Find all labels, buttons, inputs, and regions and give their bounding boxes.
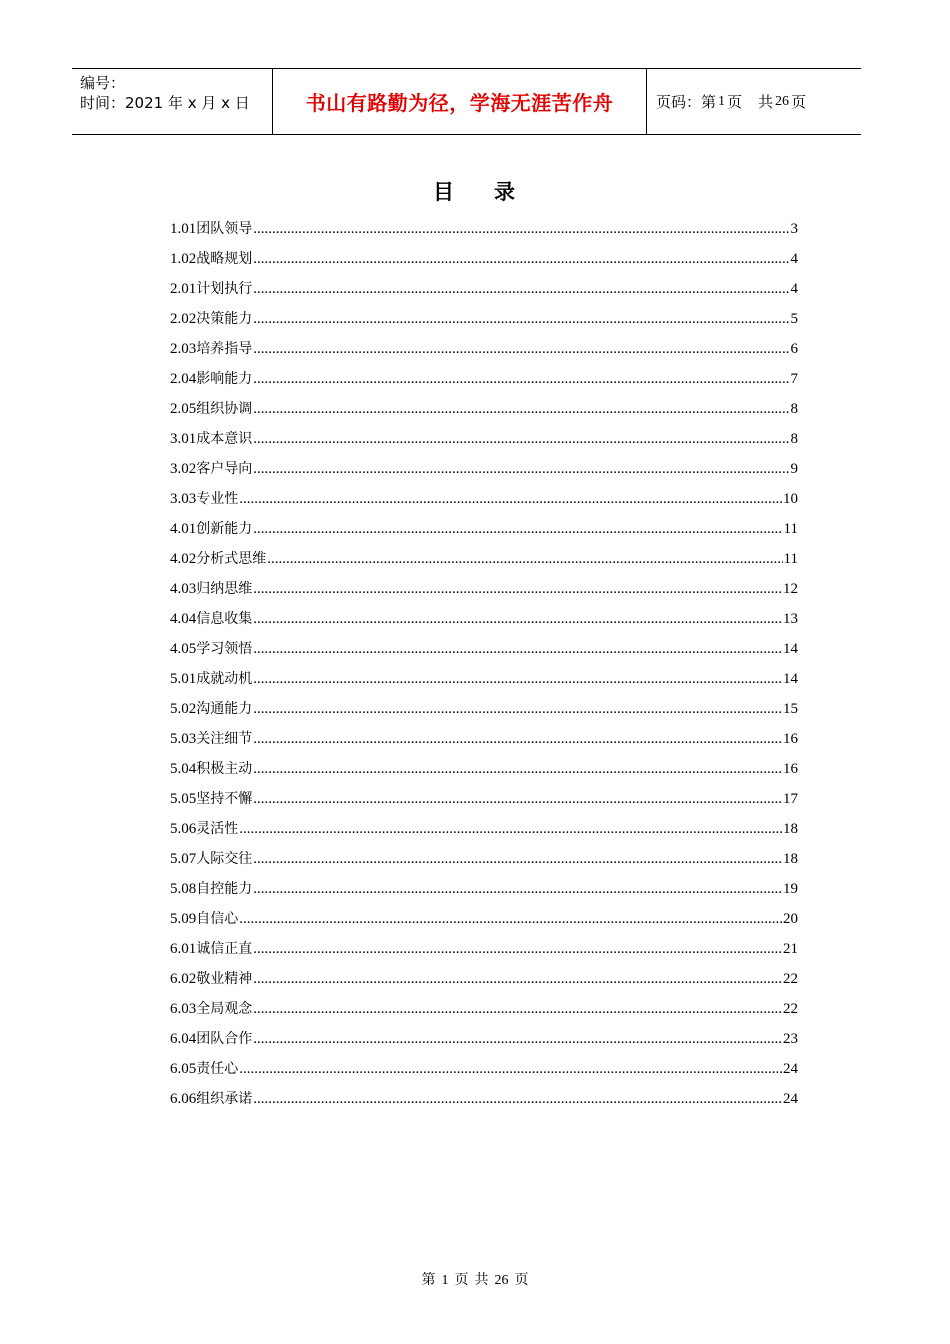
toc-entry-number: 3.01 — [170, 431, 197, 447]
toc-dot-leader — [253, 244, 789, 274]
toc-entry[interactable] — [170, 1054, 798, 1084]
toc-dot-leader — [253, 424, 789, 454]
toc-entry-number: 6.06 — [170, 1091, 197, 1107]
toc-entry[interactable] — [170, 754, 798, 784]
toc-entry-number: 4.04 — [170, 611, 197, 627]
header-page-mid: 页 — [727, 93, 743, 111]
toc-entry-label — [170, 964, 252, 994]
footer-current: 1 — [441, 1273, 449, 1288]
toc-entry[interactable] — [170, 394, 798, 424]
toc-entry-number: 2.05 — [170, 401, 197, 417]
toc-entry-label — [170, 934, 252, 964]
toc-entry-number: 2.03 — [170, 341, 197, 357]
toc-entry-title: 创新能力 — [196, 521, 253, 537]
toc-entry-title: 积极主动 — [196, 761, 253, 777]
toc-entry[interactable] — [170, 364, 798, 394]
toc-entry[interactable] — [170, 484, 798, 514]
toc-entry-number: 3.02 — [170, 461, 197, 477]
toc-dot-leader — [253, 664, 782, 694]
toc-entry-title: 全局观念 — [196, 1001, 253, 1017]
toc-dot-leader — [253, 454, 789, 484]
toc-entry-label — [170, 484, 238, 514]
toc-entry-page: 16 — [783, 761, 798, 777]
toc-entry-number: 5.06 — [170, 821, 197, 837]
toc-entry-number: 2.02 — [170, 311, 197, 327]
toc-entry-label — [170, 664, 252, 694]
toc-title-char-2: 录 — [494, 180, 517, 204]
toc-entry-page: 18 — [783, 821, 798, 837]
toc-title — [0, 176, 950, 206]
toc-entry-number: 5.01 — [170, 671, 197, 687]
toc-entry[interactable] — [170, 724, 798, 754]
toc-entry[interactable] — [170, 454, 798, 484]
toc-entry-label — [170, 1084, 252, 1114]
toc-dot-leader — [253, 694, 782, 724]
toc-entry-page: 24 — [783, 1091, 798, 1107]
toc-entry-label — [170, 754, 252, 784]
toc-entry[interactable] — [170, 244, 798, 274]
toc-entry-number: 6.01 — [170, 941, 197, 957]
toc-entry-page: 23 — [783, 1031, 798, 1047]
toc-entry-number: 4.05 — [170, 641, 197, 657]
toc-entry-label — [170, 424, 252, 454]
toc-entry-title: 计划执行 — [196, 281, 253, 297]
toc-entry-title: 专业性 — [196, 491, 239, 507]
toc-entry-page: 22 — [783, 1001, 798, 1017]
page-footer — [0, 1269, 950, 1289]
toc-dot-leader — [253, 274, 789, 304]
toc-entry-title: 诚信正直 — [196, 941, 253, 957]
toc-entry[interactable] — [170, 1024, 798, 1054]
toc-dot-leader — [253, 514, 782, 544]
toc-dot-leader — [239, 814, 782, 844]
toc-entry-page: 17 — [783, 791, 798, 807]
header-motto-cell — [273, 69, 647, 134]
toc-entry-page: 14 — [783, 641, 798, 657]
toc-entry[interactable] — [170, 904, 798, 934]
toc-entry-title: 责任心 — [196, 1061, 239, 1077]
toc-entry-title: 决策能力 — [196, 311, 253, 327]
toc-entry-label — [170, 724, 252, 754]
toc-dot-leader — [253, 634, 782, 664]
toc-entry-number: 4.03 — [170, 581, 197, 597]
toc-entry[interactable] — [170, 274, 798, 304]
toc-entry-title: 关注细节 — [196, 731, 253, 747]
page-header — [72, 68, 861, 135]
toc-dot-leader — [253, 1084, 782, 1114]
toc-entry-number: 6.02 — [170, 971, 197, 987]
toc-entry-label — [170, 454, 252, 484]
toc-entry[interactable] — [170, 664, 798, 694]
toc-entry-page: 20 — [783, 911, 798, 927]
toc-entry[interactable] — [170, 1084, 798, 1114]
toc-entry[interactable] — [170, 994, 798, 1024]
toc-entry-title: 信息收集 — [196, 611, 253, 627]
toc-entry-title: 组织协调 — [196, 401, 253, 417]
toc-entry-page: 22 — [783, 971, 798, 987]
footer-mid: 页 — [454, 1272, 469, 1288]
toc-entry-number: 5.09 — [170, 911, 197, 927]
toc-entry[interactable] — [170, 814, 798, 844]
toc-entry-title: 自控能力 — [196, 881, 253, 897]
toc-entry-title: 沟通能力 — [196, 701, 253, 717]
toc-dot-leader — [253, 334, 789, 364]
toc-entry-page: 11 — [783, 521, 798, 537]
toc-entry-title: 影响能力 — [196, 371, 253, 387]
header-page-cell — [647, 69, 861, 134]
toc-entry-number: 5.04 — [170, 761, 197, 777]
toc-dot-leader — [253, 214, 789, 244]
toc-entry-title: 归纳思维 — [196, 581, 253, 597]
toc-entry[interactable] — [170, 844, 798, 874]
toc-entry-number: 2.01 — [170, 281, 197, 297]
footer-total-prefix: 共 — [474, 1272, 489, 1288]
toc-entry-page: 13 — [783, 611, 798, 627]
toc-dot-leader — [253, 784, 782, 814]
toc-entry-page: 16 — [783, 731, 798, 747]
toc-entry-page: 5 — [790, 311, 798, 327]
toc-entry-label — [170, 364, 252, 394]
toc-entry-page: 4 — [790, 281, 798, 297]
toc-entry-title: 培养指导 — [196, 341, 253, 357]
toc-entry-page: 4 — [790, 251, 798, 267]
toc-entry-label — [170, 904, 238, 934]
toc-entry-label — [170, 1024, 252, 1054]
toc-entry-page: 21 — [783, 941, 798, 957]
toc-entry-title: 灵活性 — [196, 821, 239, 837]
toc-dot-leader — [253, 874, 782, 904]
toc-dot-leader — [253, 364, 789, 394]
toc-entry[interactable] — [170, 514, 798, 544]
toc-entry-label — [170, 544, 266, 574]
toc-dot-leader — [239, 484, 782, 514]
toc-entry-label — [170, 394, 252, 424]
header-page-total-prefix: 共 — [758, 93, 774, 111]
footer-suffix: 页 — [514, 1272, 529, 1288]
toc-entry-number: 2.04 — [170, 371, 197, 387]
toc-entry-label — [170, 604, 252, 634]
toc-entry-title: 客户导向 — [196, 461, 253, 477]
toc-entry-number: 6.03 — [170, 1001, 197, 1017]
toc-dot-leader — [253, 1024, 782, 1054]
toc-entry-number: 6.04 — [170, 1031, 197, 1047]
toc-entry-label — [170, 574, 252, 604]
toc-entry[interactable] — [170, 604, 798, 634]
toc-entry-number: 1.01 — [170, 221, 197, 237]
toc-entry-page: 11 — [783, 551, 798, 567]
header-page-total: 26 — [775, 93, 790, 109]
header-motto: 书山有路勤为径，学海无涯苦作舟 — [305, 91, 614, 115]
toc-entry-page: 6 — [790, 341, 798, 357]
toc-entry-label — [170, 994, 252, 1024]
toc-entry[interactable] — [170, 634, 798, 664]
toc-entry-number: 5.03 — [170, 731, 197, 747]
toc-dot-leader — [239, 904, 782, 934]
toc-entry-number: 5.07 — [170, 851, 197, 867]
toc-dot-leader — [253, 304, 789, 334]
toc-entry-title: 组织承诺 — [196, 1091, 253, 1107]
header-time-label: 时间：2021 年 x 月 x 日 — [80, 94, 250, 112]
toc-entry-title: 自信心 — [196, 911, 239, 927]
header-meta-cell — [72, 69, 273, 134]
toc-dot-leader — [253, 934, 782, 964]
toc-entry-label — [170, 1054, 238, 1084]
toc-entry-page: 3 — [790, 221, 798, 237]
toc-entry-label — [170, 514, 252, 544]
header-page-current: 1 — [718, 93, 726, 109]
toc-entry-page: 15 — [783, 701, 798, 717]
header-code-label: 编号： — [80, 74, 126, 92]
toc-dot-leader — [253, 964, 782, 994]
toc-entry-page: 8 — [790, 431, 798, 447]
footer-prefix: 第 — [421, 1272, 436, 1288]
toc-entry-number: 6.05 — [170, 1061, 197, 1077]
toc-entry-number: 5.08 — [170, 881, 197, 897]
toc-list — [170, 214, 798, 1114]
toc-entry-number: 4.01 — [170, 521, 197, 537]
toc-entry[interactable] — [170, 934, 798, 964]
toc-entry-label — [170, 634, 252, 664]
toc-entry-label — [170, 304, 252, 334]
toc-entry-title: 敬业精神 — [196, 971, 253, 987]
toc-entry-number: 4.02 — [170, 551, 197, 567]
toc-entry-page: 24 — [783, 1061, 798, 1077]
toc-entry-label — [170, 844, 252, 874]
toc-entry-title: 战略规划 — [196, 251, 253, 267]
toc-entry-title: 成就动机 — [196, 671, 253, 687]
toc-dot-leader — [239, 1054, 782, 1084]
toc-dot-leader — [253, 574, 782, 604]
toc-entry[interactable] — [170, 424, 798, 454]
toc-dot-leader — [253, 994, 782, 1024]
toc-entry-number: 5.05 — [170, 791, 197, 807]
toc-title-char-1: 目 — [433, 180, 456, 204]
toc-entry-label — [170, 244, 252, 274]
toc-entry-title: 成本意识 — [196, 431, 253, 447]
header-page-suffix: 页 — [791, 93, 807, 111]
toc-entry-title: 团队合作 — [196, 1031, 253, 1047]
toc-entry[interactable] — [170, 334, 798, 364]
toc-entry[interactable] — [170, 214, 798, 244]
toc-entry[interactable] — [170, 784, 798, 814]
toc-dot-leader — [253, 394, 789, 424]
toc-entry[interactable] — [170, 874, 798, 904]
toc-entry-page: 12 — [783, 581, 798, 597]
toc-entry-number: 1.02 — [170, 251, 197, 267]
toc-entry-title: 团队领导 — [196, 221, 253, 237]
toc-dot-leader — [253, 844, 782, 874]
toc-entry[interactable] — [170, 694, 798, 724]
header-page-prefix: 页码：第 — [656, 93, 717, 111]
toc-entry[interactable] — [170, 964, 798, 994]
toc-entry[interactable] — [170, 574, 798, 604]
toc-entry-number: 5.02 — [170, 701, 197, 717]
toc-entry-label — [170, 874, 252, 904]
toc-dot-leader — [267, 544, 782, 574]
toc-entry-page: 18 — [783, 851, 798, 867]
toc-entry-label — [170, 214, 252, 244]
toc-entry-page: 14 — [783, 671, 798, 687]
toc-entry[interactable] — [170, 304, 798, 334]
toc-entry-label — [170, 274, 252, 304]
toc-entry-page: 8 — [790, 401, 798, 417]
toc-dot-leader — [253, 724, 782, 754]
toc-entry-label — [170, 694, 252, 724]
toc-entry-label — [170, 334, 252, 364]
toc-entry-label — [170, 784, 252, 814]
toc-entry-page: 7 — [790, 371, 798, 387]
toc-dot-leader — [253, 754, 782, 784]
toc-entry-label — [170, 814, 238, 844]
footer-total: 26 — [494, 1273, 509, 1288]
toc-entry[interactable] — [170, 544, 798, 574]
toc-entry-page: 19 — [783, 881, 798, 897]
toc-entry-title: 坚持不懈 — [196, 791, 253, 807]
toc-entry-title: 学习领悟 — [196, 641, 253, 657]
toc-entry-title: 分析式思维 — [196, 551, 267, 567]
toc-entry-page: 10 — [783, 491, 798, 507]
toc-dot-leader — [253, 604, 782, 634]
toc-entry-title: 人际交往 — [196, 851, 253, 867]
toc-entry-number: 3.03 — [170, 491, 197, 507]
toc-entry-page: 9 — [790, 461, 798, 477]
